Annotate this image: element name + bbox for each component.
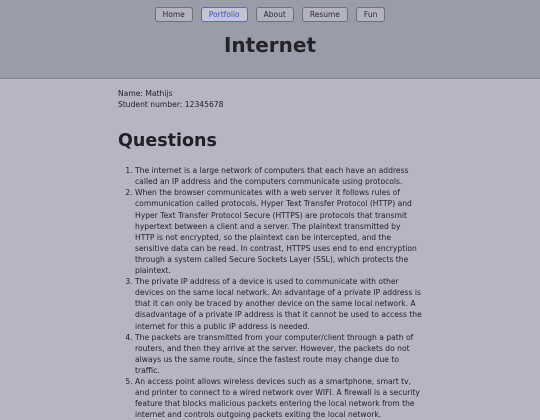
answers-list [118,165,422,420]
answer-item: 4. The packets are transmitted from your computer/client through a path of routers, and then they arrive at the server. However, the packets do not always us the same route, since the fastest route may change due to traffic. [135,332,422,376]
answer-item: 5. An access point allows wireless devices such as a smartphone, smart tv, and printer to connect to a wired network over WIFI. A firewall is a security feature that blocks malicious packets entering the local network from the internet and controls outgoing packets exiting the local network. [135,376,422,420]
nav-about-button[interactable]: About [256,7,294,22]
nav-portfolio-button[interactable]: Portfolio [201,7,248,22]
student-name: Name: Mathijs [118,89,173,98]
nav-home-button[interactable]: Home [155,7,193,22]
main-nav [0,7,540,22]
questions-heading: Questions [118,131,217,152]
answer-item: 1. The internet is a large network of computers that each have an address called an IP address and the computers communicate using protocols. [135,165,422,187]
page-title: Internet [223,33,317,57]
main-content [118,88,422,420]
answer-item: 3. The private IP address of a device is used to communicate with other devices on the same local network. An advantage of a private IP address is that it can only be traced by another device on the same local network. A disadvantage of a private IP address is that it cannot be used to access the internet for this a public IP address is needed. [135,276,422,331]
site-header [0,0,540,79]
answer-item: 2. When the browser communicates with a web server it follows rules of communication called protocols. Hyper Text Transfer Protocol (HTTP) and Hyper Text Transfer Protocol Secure (HTTPS) are protocols that transmit hypertext between a client and a server. The plaintext transmitted by HTTP is not encrypted, so the plaintext can be intercepted, and the sensitive data can be read. In contrast, HTTPS uses end to end encryption through a system called Secure Sockets Layer (SSL), which protects the plaintext. [135,187,422,276]
nav-resume-button[interactable]: Resume [302,7,348,22]
student-number: Student number: 12345678 [118,100,224,110]
nav-fun-button[interactable]: Fun [356,7,385,22]
